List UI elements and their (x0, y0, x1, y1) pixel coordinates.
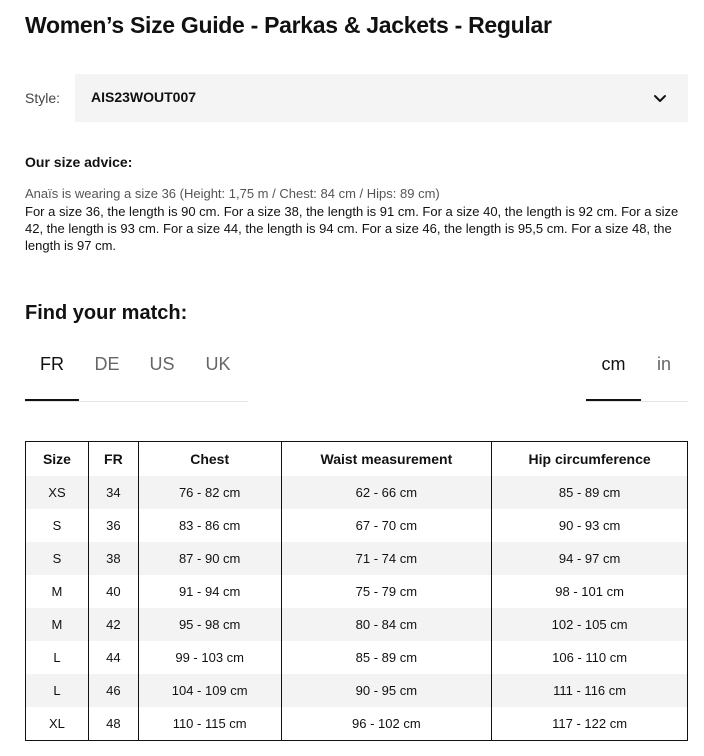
tab-fr[interactable]: FR (25, 344, 79, 401)
style-selected-value: AIS23WOUT007 (91, 89, 197, 105)
table-cell: 80 - 84 cm (281, 608, 492, 641)
size-advice-length-text: For a size 36, the length is 90 cm. For a size 38, the length is 91 cm. For a size 40, the length is 92 cm. For a size 42, the length is 93 cm. For a size 44, the length is 94 cm. For a size 46, the length is 95,5 cm. For a size 48, the length is 97 cm. (25, 204, 679, 253)
table-cell: 87 - 90 cm (138, 542, 281, 575)
table-cell: 90 - 93 cm (492, 509, 688, 542)
table-cell: 42 (88, 608, 138, 641)
size-table (25, 441, 688, 741)
chevron-down-icon (652, 90, 668, 106)
page-title: Women’s Size Guide - Parkas & Jackets - Regular (25, 12, 552, 38)
table-cell: 104 - 109 cm (138, 674, 281, 707)
table-cell: 34 (88, 476, 138, 509)
table-row (26, 608, 688, 641)
tab-uk[interactable]: UK (205, 354, 231, 374)
table-cell: 71 - 74 cm (281, 542, 492, 575)
table-cell: 44 (88, 641, 138, 674)
table-cell: 117 - 122 cm (492, 707, 688, 741)
table-row (26, 641, 688, 674)
table-cell: 110 - 115 cm (138, 707, 281, 741)
table-cell: 62 - 66 cm (281, 476, 492, 509)
table-cell: L (26, 641, 89, 674)
table-cell: XL (26, 707, 89, 741)
unit-tabs (586, 344, 688, 402)
table-cell: 76 - 82 cm (138, 476, 281, 509)
table-cell: 46 (88, 674, 138, 707)
column-header: Chest (138, 442, 281, 477)
tab-us[interactable]: US (149, 354, 175, 374)
table-cell: 85 - 89 cm (492, 476, 688, 509)
tab-de[interactable]: DE (94, 354, 120, 374)
table-cell: 102 - 105 cm (492, 608, 688, 641)
size-advice-heading: Our size advice: (25, 154, 133, 170)
table-cell: XS (26, 476, 89, 509)
tab-cm[interactable]: cm (586, 344, 641, 401)
table-cell: 90 - 95 cm (281, 674, 492, 707)
size-advice-model-note: Anaïs is wearing a size 36 (Height: 1,75 m / Chest: 84 cm / Hips: 89 cm) (25, 186, 440, 201)
column-header: Size (26, 442, 89, 477)
table-row (26, 476, 688, 509)
table-cell: 40 (88, 575, 138, 608)
column-header: Waist measurement (281, 442, 492, 477)
style-row (25, 74, 688, 122)
table-cell: 91 - 94 cm (138, 575, 281, 608)
table-cell: 48 (88, 707, 138, 741)
tab-in[interactable]: in (656, 354, 671, 374)
column-header: Hip circumference (492, 442, 688, 477)
style-select[interactable] (75, 74, 688, 122)
table-cell: S (26, 542, 89, 575)
find-match-heading: Find your match: (25, 302, 188, 324)
table-cell: 106 - 110 cm (492, 641, 688, 674)
table-row (26, 575, 688, 608)
table-cell: 75 - 79 cm (281, 575, 492, 608)
table-cell: L (26, 674, 89, 707)
column-header: FR (88, 442, 138, 477)
table-row (26, 509, 688, 542)
table-cell: S (26, 509, 89, 542)
table-cell: M (26, 575, 89, 608)
table-cell: 99 - 103 cm (138, 641, 281, 674)
table-header-row (26, 442, 688, 477)
table-cell: 85 - 89 cm (281, 641, 492, 674)
table-cell: 95 - 98 cm (138, 608, 281, 641)
table-cell: 38 (88, 542, 138, 575)
table-row (26, 707, 688, 741)
table-row (26, 542, 688, 575)
table-cell: 111 - 116 cm (492, 674, 688, 707)
region-tabs (25, 344, 248, 402)
table-cell: 67 - 70 cm (281, 509, 492, 542)
style-label: Style: (25, 90, 61, 106)
table-cell: 96 - 102 cm (281, 707, 492, 741)
table-cell: 36 (88, 509, 138, 542)
table-cell: M (26, 608, 89, 641)
table-row (26, 674, 688, 707)
table-cell: 98 - 101 cm (492, 575, 688, 608)
table-cell: 83 - 86 cm (138, 509, 281, 542)
table-cell: 94 - 97 cm (492, 542, 688, 575)
